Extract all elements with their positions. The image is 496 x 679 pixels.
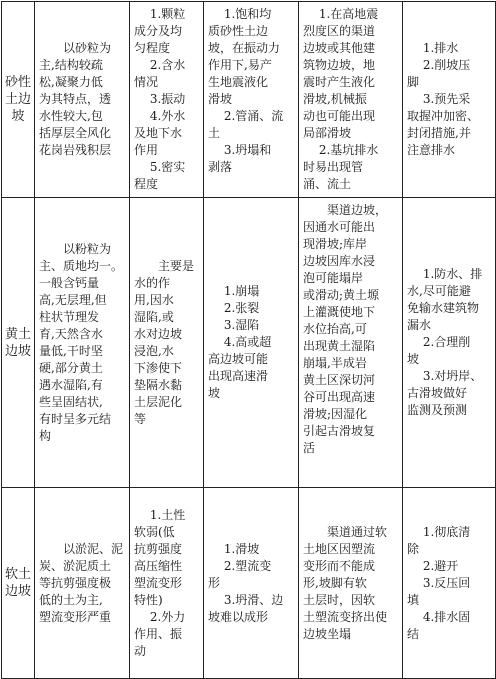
factors-cell: 1.颗粒 成分及均 匀程度 2.含水 情况 3.振动 4.外水 及地下水 作用 5.密实 程度 bbox=[130, 2, 204, 198]
failure-cell: 1.滑坡 2.塑流变 形 3.坍滑、边 坡难以成形 bbox=[204, 488, 299, 679]
feature-cell: 以粉粒为 主、质地均一。 一般含钙量 高,无层理,但 柱状节理发 育,天然含水 量低,干时坚 硬,部分黄土 遇水湿陷,有 些呈固结状, 有时呈多元结 构 bbox=[35, 198, 130, 488]
measures-cell: 1.彻底清 除 2.避开 3.反压回 填 4.排水固 结 bbox=[403, 488, 496, 679]
measures-cell: 1.防水、排 水,尽可能避 免输水建筑物 漏水 2.合理削 坡 3.对坍岸、 古滑坡做好 监测及预测 bbox=[403, 198, 496, 488]
measures-cell: 1.排水 2.削坡压 脚 3.预先采 取握冲加密、 封闭措施,并 注意排水 bbox=[403, 2, 496, 198]
cases-cell: 1.在高地震 烈度区的渠道 边坡或其他建 筑物边坡，地 震时产生液化 滑坡,机械振 动也可能出现 局部滑坡 2.基坑排水 时易出现管 涌、流土 bbox=[299, 2, 403, 198]
feature-cell: 以砂粒为 主,结构较疏 松,凝聚力低 为其特点，透 水性较大,包 括厚层全风化 花岗岩残积层 bbox=[35, 2, 130, 198]
failure-cell: 1.饱和均 质砂性土边 坡，在振动力 作用下,易产 生地震液化 滑坡 2.管涌、流 土 3.坍塌和 剥落 bbox=[204, 2, 299, 198]
cases-cell: 渠道边坡， 因通水可能出 现滑坡;库岸 边坡因库水浸 泡可能塌岸 或滑动;黄土塬 上灌溉使地下 水位抬高,可 出现黄土湿陷 崩塌,半成岩 黄土区深切河 谷可出现高速 滑坡;因湿化 引起古滑坡复 活 bbox=[299, 198, 403, 488]
table-row bbox=[2, 198, 496, 488]
cases-cell: 渠道通过软 土地区因塑流 变形而不能成 形,坡脚有软 土层时，因软 土塑流变挤出使 边坡坐塌 bbox=[299, 488, 403, 679]
slope-type-cell: 软土 边坡 bbox=[2, 488, 35, 679]
slope-type-cell: 黄土 边坡 bbox=[2, 198, 35, 488]
factors-cell: 1.土性 软弱(低 抗剪强度 高压缩性 塑流变形 特性) 2.外力 作用、振 动 bbox=[130, 488, 204, 679]
table-row bbox=[2, 2, 496, 198]
slope-type-cell: 砂性 土边 坡 bbox=[2, 2, 35, 198]
factors-cell: 主要是 水的作 用,因水 湿陷,或 水对边坡 浸泡,水 下渗使下 垫隔水黏 土层泥化 等 bbox=[130, 198, 204, 488]
feature-cell: 以淤泥、泥 炭、淤泥质土 等抗剪强度极 低的土为主, 塑流变形严重 bbox=[35, 488, 130, 679]
slope-types-table bbox=[1, 1, 496, 679]
failure-cell: 1.崩塌 2.张裂 3.湿陷 4.高或超 高边坡可能 出现高速滑 坡 bbox=[204, 198, 299, 488]
table-row bbox=[2, 488, 496, 679]
